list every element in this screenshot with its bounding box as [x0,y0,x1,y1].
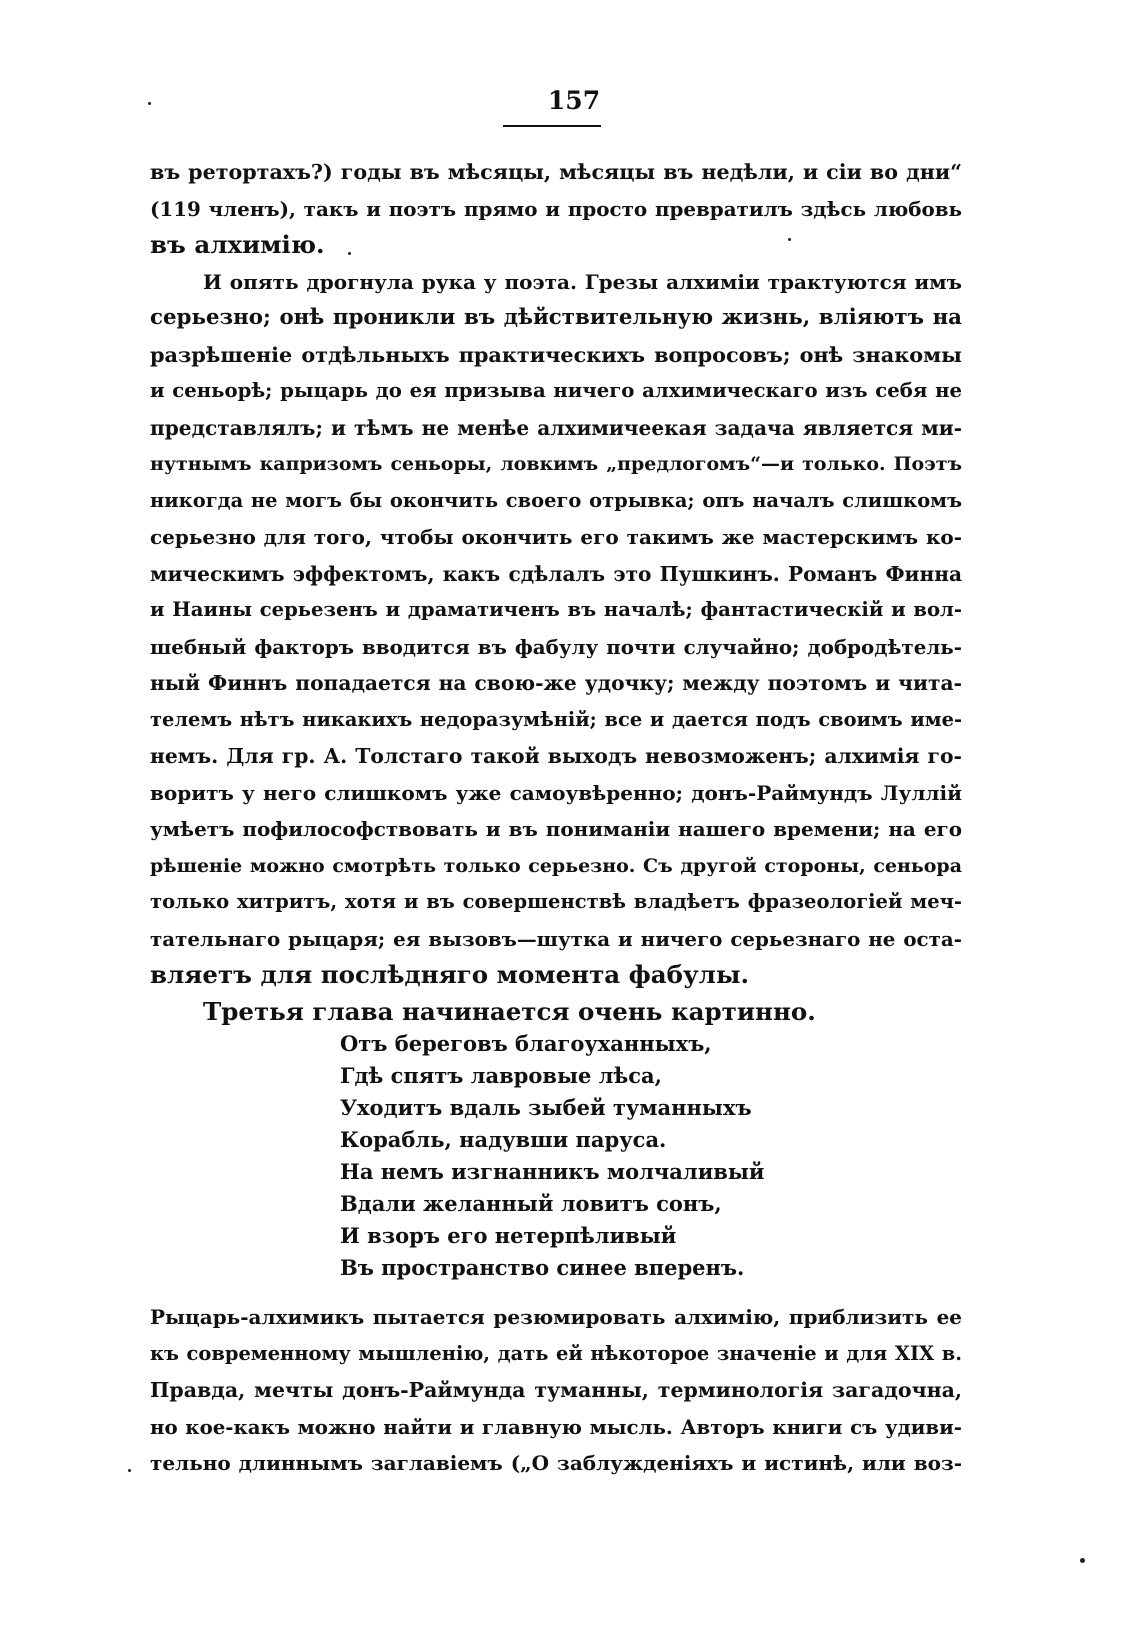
text-line: (119 членъ), такъ и поэтъ прямо и просто превратилъ здѣсь любовь [150,197,962,221]
scan-speck [148,102,151,105]
text-line: Рыцарь-алхимикъ пытается резюмировать алхимію, приблизить ее [150,1305,962,1329]
text-line: и Наины серьезенъ и драматиченъ въ началѣ; фантастическій и вол- [150,598,962,621]
verse-line: И взоръ его нетерпѣливый [340,1223,677,1248]
page-number: 157 [547,86,601,115]
verse-line: Уходитъ вдаль зыбей туманныхъ [340,1095,752,1120]
text-line: ный Финнъ попадается на свою-же удочку; между поэтомъ и чита- [150,671,962,695]
verse-line: Корабль, надувши паруса. [340,1127,667,1152]
verse-line: Гдѣ спятъ лавровые лѣса, [340,1063,662,1088]
text-line: Третья глава начинается очень картинно. [203,997,816,1026]
text-line: серьезно; онѣ проникли въ дѣйствительную жизнь, вліяютъ на [150,305,962,330]
text-line: немъ. Для гр. А. Толстаго такой выходъ невозможенъ; алхимія го- [150,744,962,768]
text-line: только хитритъ, хотя и въ совершенствѣ владѣетъ фразеологіей меч- [150,890,962,913]
text-line: къ современному мышленію, дать ей нѣкоторое значеніе и для XIX в. [150,1342,962,1365]
text-line: въ алхимію. [150,230,325,259]
text-line: нутнымъ капризомъ сеньоры, ловкимъ „предлогомъ“—и только. Поэтъ [150,453,962,475]
text-line: вляетъ для послѣдняго момента фабулы. [150,960,750,989]
page-number-rule [503,125,601,127]
text-line: и сеньорѣ; рыцарь до ея призыва ничего алхимическаго изъ себя не [150,379,962,402]
text-line: рѣшеніе можно смотрѣть только серьезно. Съ другой стороны, сеньора [150,855,962,877]
verse-line: На немъ изгнанникъ молчаливый [340,1159,765,1184]
scan-speck [1080,1558,1085,1563]
verse-line: Вдали желанный ловитъ сонъ, [340,1191,722,1216]
text-line: серьезно для того, чтобы окончить его такимъ же мастерскимъ ко- [150,525,962,549]
text-line: шебный факторъ вводится въ фабулу почти случайно; добродѣтель- [150,635,962,659]
text-line: умѣетъ пофилософствовать и въ пониманіи нашего времени; на его [150,817,962,841]
text-line: представлялъ; и тѣмъ не менѣе алхимичеекая задача является ми- [150,416,962,440]
scan-speck [128,1469,131,1472]
text-line: въ ретортахъ?) годы въ мѣсяцы, мѣсяцы въ недѣли, и сіи во дни“ [150,160,962,184]
text-line: никогда не могъ бы окончить своего отрывка; опъ началъ слишкомъ [150,489,962,512]
text-line: но кое-какъ можно найти и главную мысль. Авторъ книги съ удиви- [150,1415,962,1439]
text-line: Правда, мечты донъ-Раймунда туманны, терминологія загадочна, [150,1378,962,1402]
text-line: И опять дрогнула рука у поэта. Грезы алхиміи трактуются имъ [203,270,962,294]
text-line: тательнаго рыцаря; ея вызовъ—шутка и ничего серьезнаго не оста- [150,927,962,951]
verse-line: Въ пространство синее вперенъ. [340,1255,745,1280]
scan-speck [788,238,791,241]
text-line: мическимъ эффектомъ, какъ сдѣлалъ это Пушкинъ. Романъ Финна [150,562,962,586]
text-line: воритъ у него слишкомъ уже самоувѣренно; донъ-Раймундъ Луллій [150,781,962,805]
text-line: разрѣшеніе отдѣльныхъ практическихъ вопросовъ; онѣ знакомы [150,342,962,367]
text-line: телемъ нѣтъ никакихъ недоразумѣній; все и дается подъ своимъ име- [150,708,962,731]
verse-line: Отъ береговъ благоуханныхъ, [340,1031,712,1056]
scan-speck [348,252,351,255]
text-line: тельно длиннымъ заглавіемъ („О заблужденіяхъ и истинѣ, или воз- [150,1451,962,1475]
